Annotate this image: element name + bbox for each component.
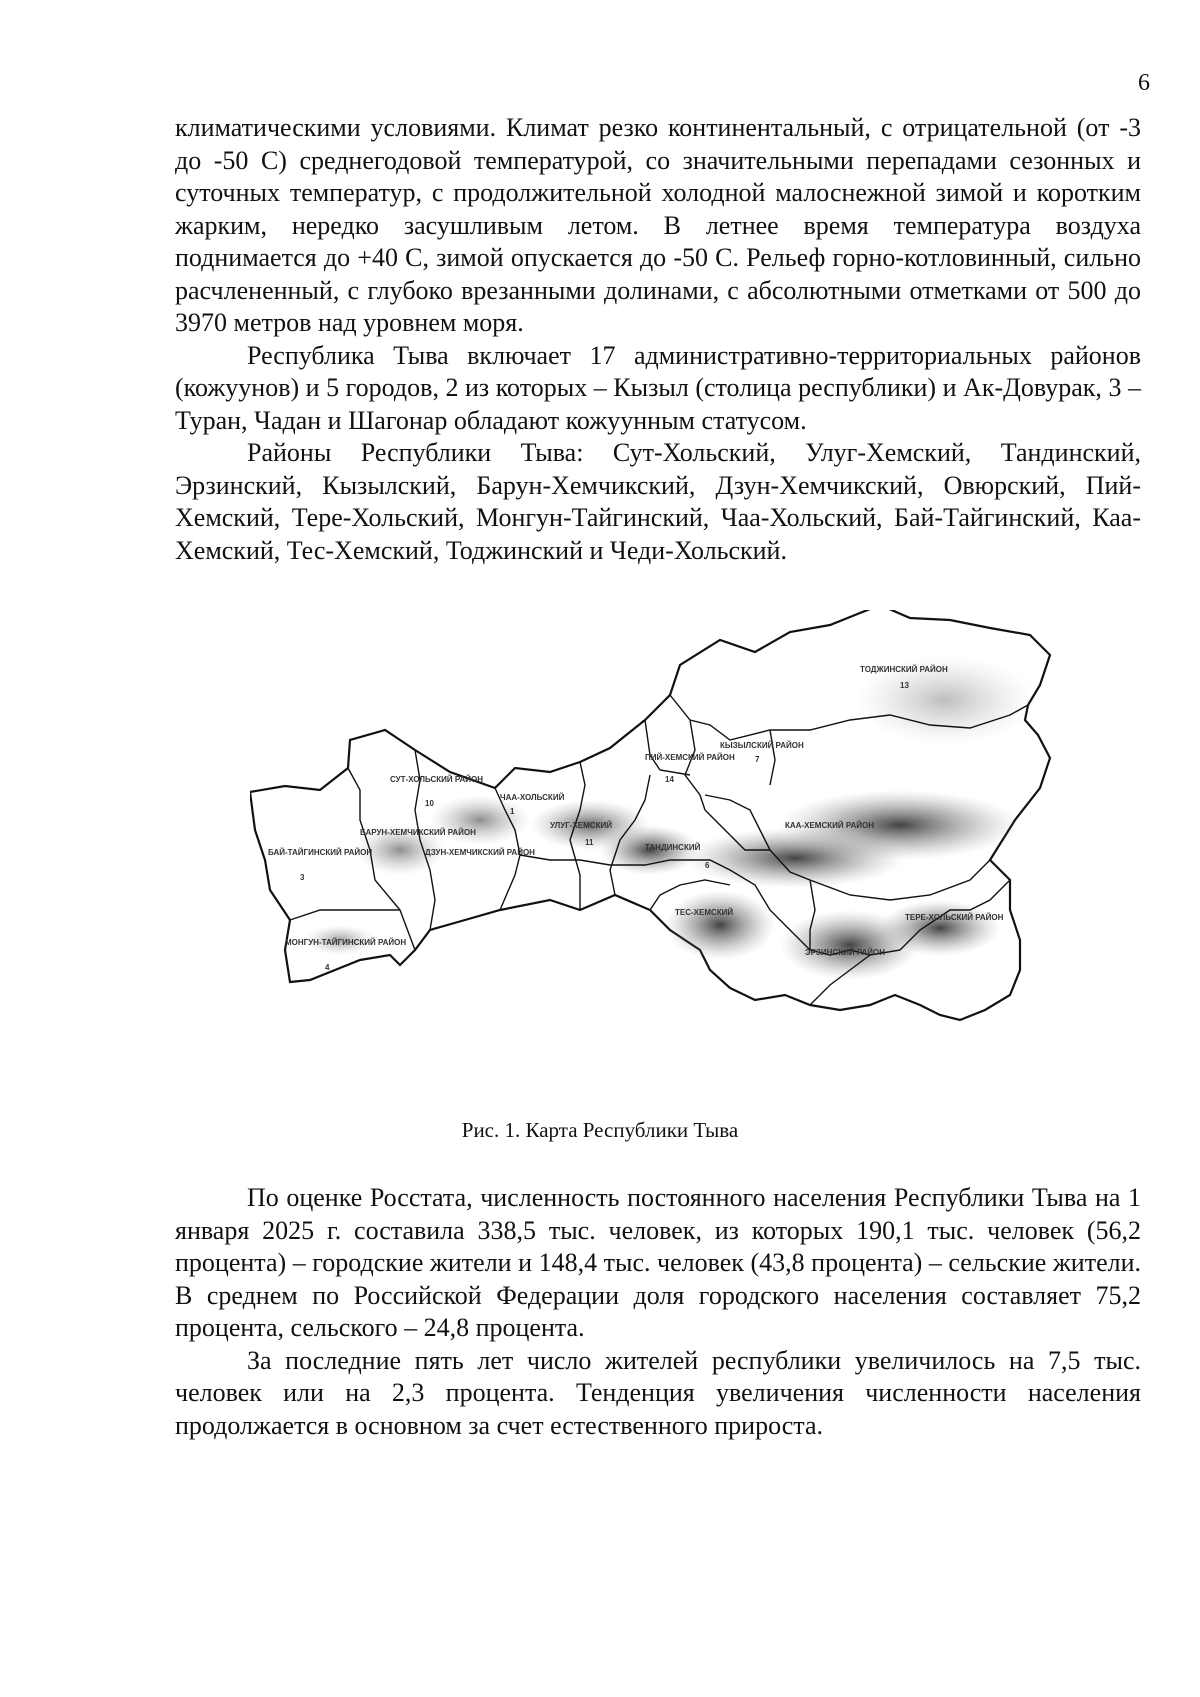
tyva-map <box>250 610 1150 1100</box>
text-block-bottom <box>175 1182 1141 1442</box>
map-label-ulug-khemsky: УЛУГ-ХЕМСКИЙ <box>550 821 612 830</box>
map-label-todzhinsky: ТОДЖИНСКИЙ РАЙОН <box>860 665 948 674</box>
map-label-barun-khemchiksky: БАРУН-ХЕМЧИКСКИЙ РАЙОН <box>360 828 476 837</box>
map-label-bay-tayginsky: БАЙ-ТАЙГИНСКИЙ РАЙОН <box>268 848 373 857</box>
map-label-tandinsky: ТАНДИНСКИЙ <box>645 843 701 852</box>
map-label-num-piy-khemsky: 14 <box>665 775 674 784</box>
map-label-num-todzhinsky: 13 <box>900 681 909 690</box>
map-label-piy-khemsky: ПИЙ-ХЕМСКИЙ РАЙОН <box>645 753 735 762</box>
map-label-chaa-kholsky: ЧАА-ХОЛЬСКИЙ <box>500 793 565 802</box>
map-label-kyzylsky: КЫЗЫЛСКИЙ РАЙОН <box>720 741 804 750</box>
map-label-num-chaa-kholsky: 1 <box>510 807 515 816</box>
paragraph-population: По оценке Росстата, численность постоянного населения Республики Тыва на 1 января 2025 г. составила 338,5 тыс. человек, из которых 190,1 тыс. человек (56,2 процента) – городские жители и 148,4 тыс. человек (43,8 процента) – сельские жители. В среднем по Российской Федерации доля городского населения составляет 75,2 процента, сельского – 24,8 процента. <box>175 1183 1141 1342</box>
paragraph-districts-list: Районы Республики Тыва: Сут-Хольский, Улуг-Хемский, Тандинский, Эрзинский, Кызылский, Барун-Хемчикский, Дзун-Хемчикский, Овюрский, Пий-Хемский, Тере-Хольский, Монгун-Тайгинский, Чаа-Хольский, Бай-Тайгинский, Каа-Хемский, Тес-Хемский, Тоджинский и Чеди-Хольский. <box>175 438 1141 565</box>
map-label-num-tandinsky: 6 <box>705 861 710 870</box>
map-label-num-kyzylsky: 7 <box>755 755 760 764</box>
text-block-top <box>175 112 1141 567</box>
map-label-sut-kholsky: СУТ-ХОЛЬСКИЙ РАЙОН <box>390 775 484 784</box>
page-number: 6 <box>1138 70 1150 96</box>
map-label-tere-kholsky: ТЕРЕ-ХОЛЬСКИЙ РАЙОН <box>905 913 1004 922</box>
map-label-num-bay-tayginsky: 3 <box>300 873 305 882</box>
paragraph-districts-count: Республика Тыва включает 17 административно-территориальных районов (кожуунов) и 5 городов, 2 из которых – Кызыл (столица республики) и Ак-Довурак, 3 – Туран, Чадан и Шагонар обладают кожуунным статусом. <box>175 340 1141 435</box>
map-label-num-mongun-tayginsky: 4 <box>325 963 330 972</box>
paragraph-climate: климатическими условиями. Климат резко континентальный, с отрицательной (от -3 до -50 С) среднегодовой температурой, со значительными перепадами сезонных и суточных температур, с продолжительной холодной малоснежной зимой и коротким жарким, нередко засушливым летом. В летнее время температура воздуха поднимается до +40 С, зимой опускается до -50 С. Рельеф горно-котловинный, сильно расчлененный, с глубоко врезанными долинами, с абсолютными отметками от 500 до 3970 метров над уровнем моря. <box>175 113 1141 337</box>
map-label-num-ulug-khemsky: 11 <box>585 838 594 847</box>
map-label-erzinsky: ЭРЗИНСКИЙ РАЙОН <box>805 948 886 957</box>
map-figure <box>250 610 1150 1100</box>
paragraph-population-growth: За последние пять лет число жителей республики увеличилось на 7,5 тыс. человек или на 2,3 процента. Тенденция увеличения численности населения продолжается в основном за счет естественного прироста. <box>175 1345 1141 1440</box>
map-label-dzun-khemchiksky: ДЗУН-ХЕМЧИКСКИЙ РАЙОН <box>425 848 535 857</box>
map-label-num-sut-kholsky: 10 <box>425 799 434 808</box>
map-label-tes-khemsky: ТЕС-ХЕМСКИЙ <box>675 908 734 917</box>
figure-caption: Рис. 1. Карта Республики Тыва <box>461 1118 739 1142</box>
map-label-kaa-khemsky: КАА-ХЕМСКИЙ РАЙОН <box>785 821 874 830</box>
map-label-mongun-tayginsky: МОНГУН-ТАЙГИНСКИЙ РАЙОН <box>285 938 407 947</box>
